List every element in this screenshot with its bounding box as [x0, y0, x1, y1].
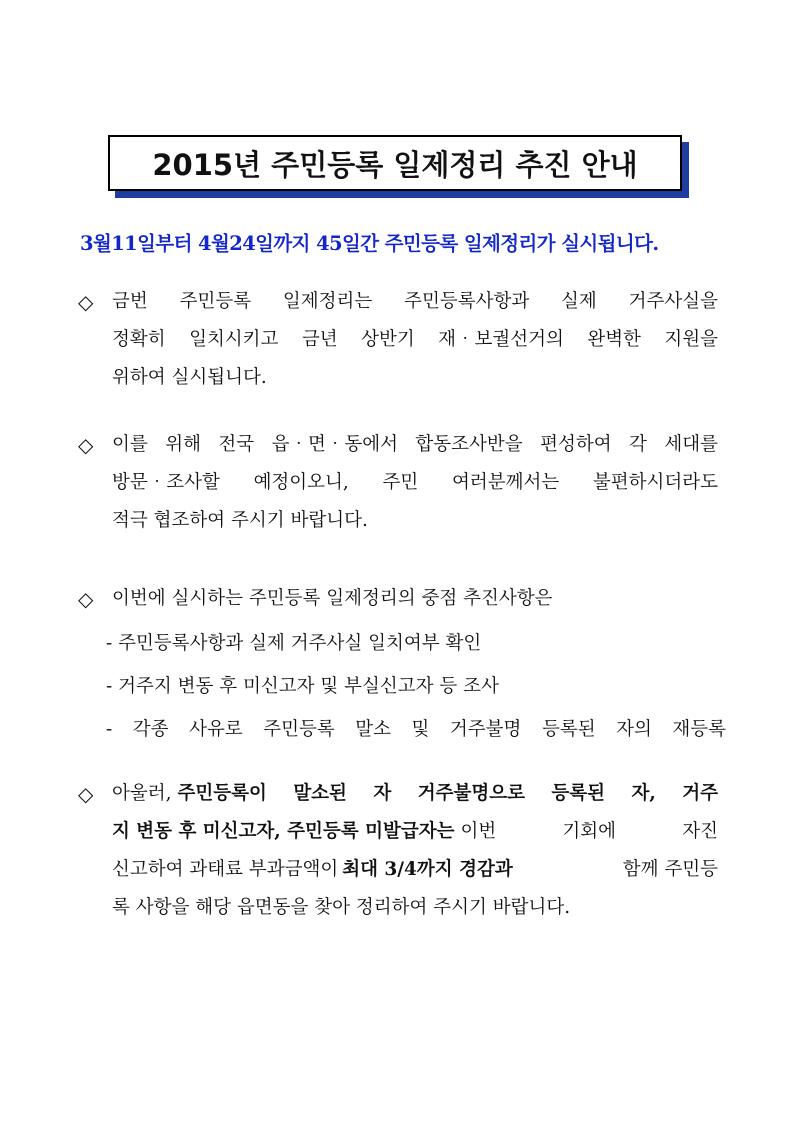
list-item: - 거주지 변동 후 미신고자 및 부실신고자 등 조사 — [106, 676, 499, 697]
p4-line-2-rest: 이번 기회에 자진 — [460, 821, 718, 842]
paragraph-4 — [78, 775, 718, 927]
title-banner — [108, 135, 682, 191]
subtitle: 3월11일부터 4월24일까지 45일간 주민등록 일제정리가 실시됩니다. — [80, 232, 659, 255]
p4-line-3-lead: 신고하여 과태료 부과금액이 — [112, 859, 339, 880]
page-title: 2015년 주민등록 일제정리 추진 안내 — [108, 135, 682, 191]
p4-line-3-rest: 함께 주민등 — [622, 859, 718, 880]
p4-line-2-bold: 지 변동 후 미신고자, 주민등록 미발급자는 — [112, 821, 455, 842]
p4-line-1-lead: 아울러, — [112, 783, 172, 804]
p4-line-4: 록 사항을 해당 읍면동을 찾아 정리하여 주시기 바랍니다. — [112, 897, 571, 918]
p4-line-3-bold: 최대 3/4까지 경감과 — [342, 859, 513, 880]
diamond-bullet-icon: ◇ — [78, 587, 94, 611]
priority-list — [106, 622, 726, 751]
p1-line-3: 위하여 실시됩니다. — [112, 367, 267, 388]
paragraph-3 — [78, 580, 718, 618]
paragraph-2 — [78, 426, 718, 540]
p2-line-3: 적극 협조하여 주시기 바랍니다. — [112, 510, 368, 531]
p2-line-1: 이를 위해 전국 읍‧면‧동에서 합동조사반을 편성하여 각 세대를 — [112, 434, 718, 455]
diamond-bullet-icon: ◇ — [78, 782, 94, 806]
p3-line-1: 이번에 실시하는 주민등록 일제정리의 중점 추진사항은 — [112, 588, 553, 609]
paragraph-1 — [78, 283, 718, 397]
p1-line-1: 금번 주민등록 일제정리는 주민등록사항과 실제 거주사실을 — [112, 291, 718, 312]
p4-line-1 — [112, 775, 718, 813]
p4-line-1-bold: 주민등록이 말소된 자 거주불명으로 등록된 자, 거주 — [177, 783, 718, 804]
list-item-text: - 각종 사유로 주민등록 말소 및 거주불명 등록된 자의 재등록 — [106, 719, 726, 740]
diamond-bullet-icon: ◇ — [78, 433, 94, 457]
p4-line-3 — [78, 851, 718, 889]
p1-line-2: 정확히 일치시키고 금년 상반기 재‧보궐선거의 완벽한 지원을 — [112, 329, 718, 350]
list-item: - 주민등록사항과 실제 거주사실 일치여부 확인 — [106, 633, 482, 654]
p4-line-2 — [78, 813, 718, 851]
list-item — [106, 708, 726, 751]
p2-line-2: 방문‧조사할 예정이오니, 주민 여러분께서는 불편하시더라도 — [112, 472, 718, 493]
diamond-bullet-icon: ◇ — [78, 290, 94, 314]
